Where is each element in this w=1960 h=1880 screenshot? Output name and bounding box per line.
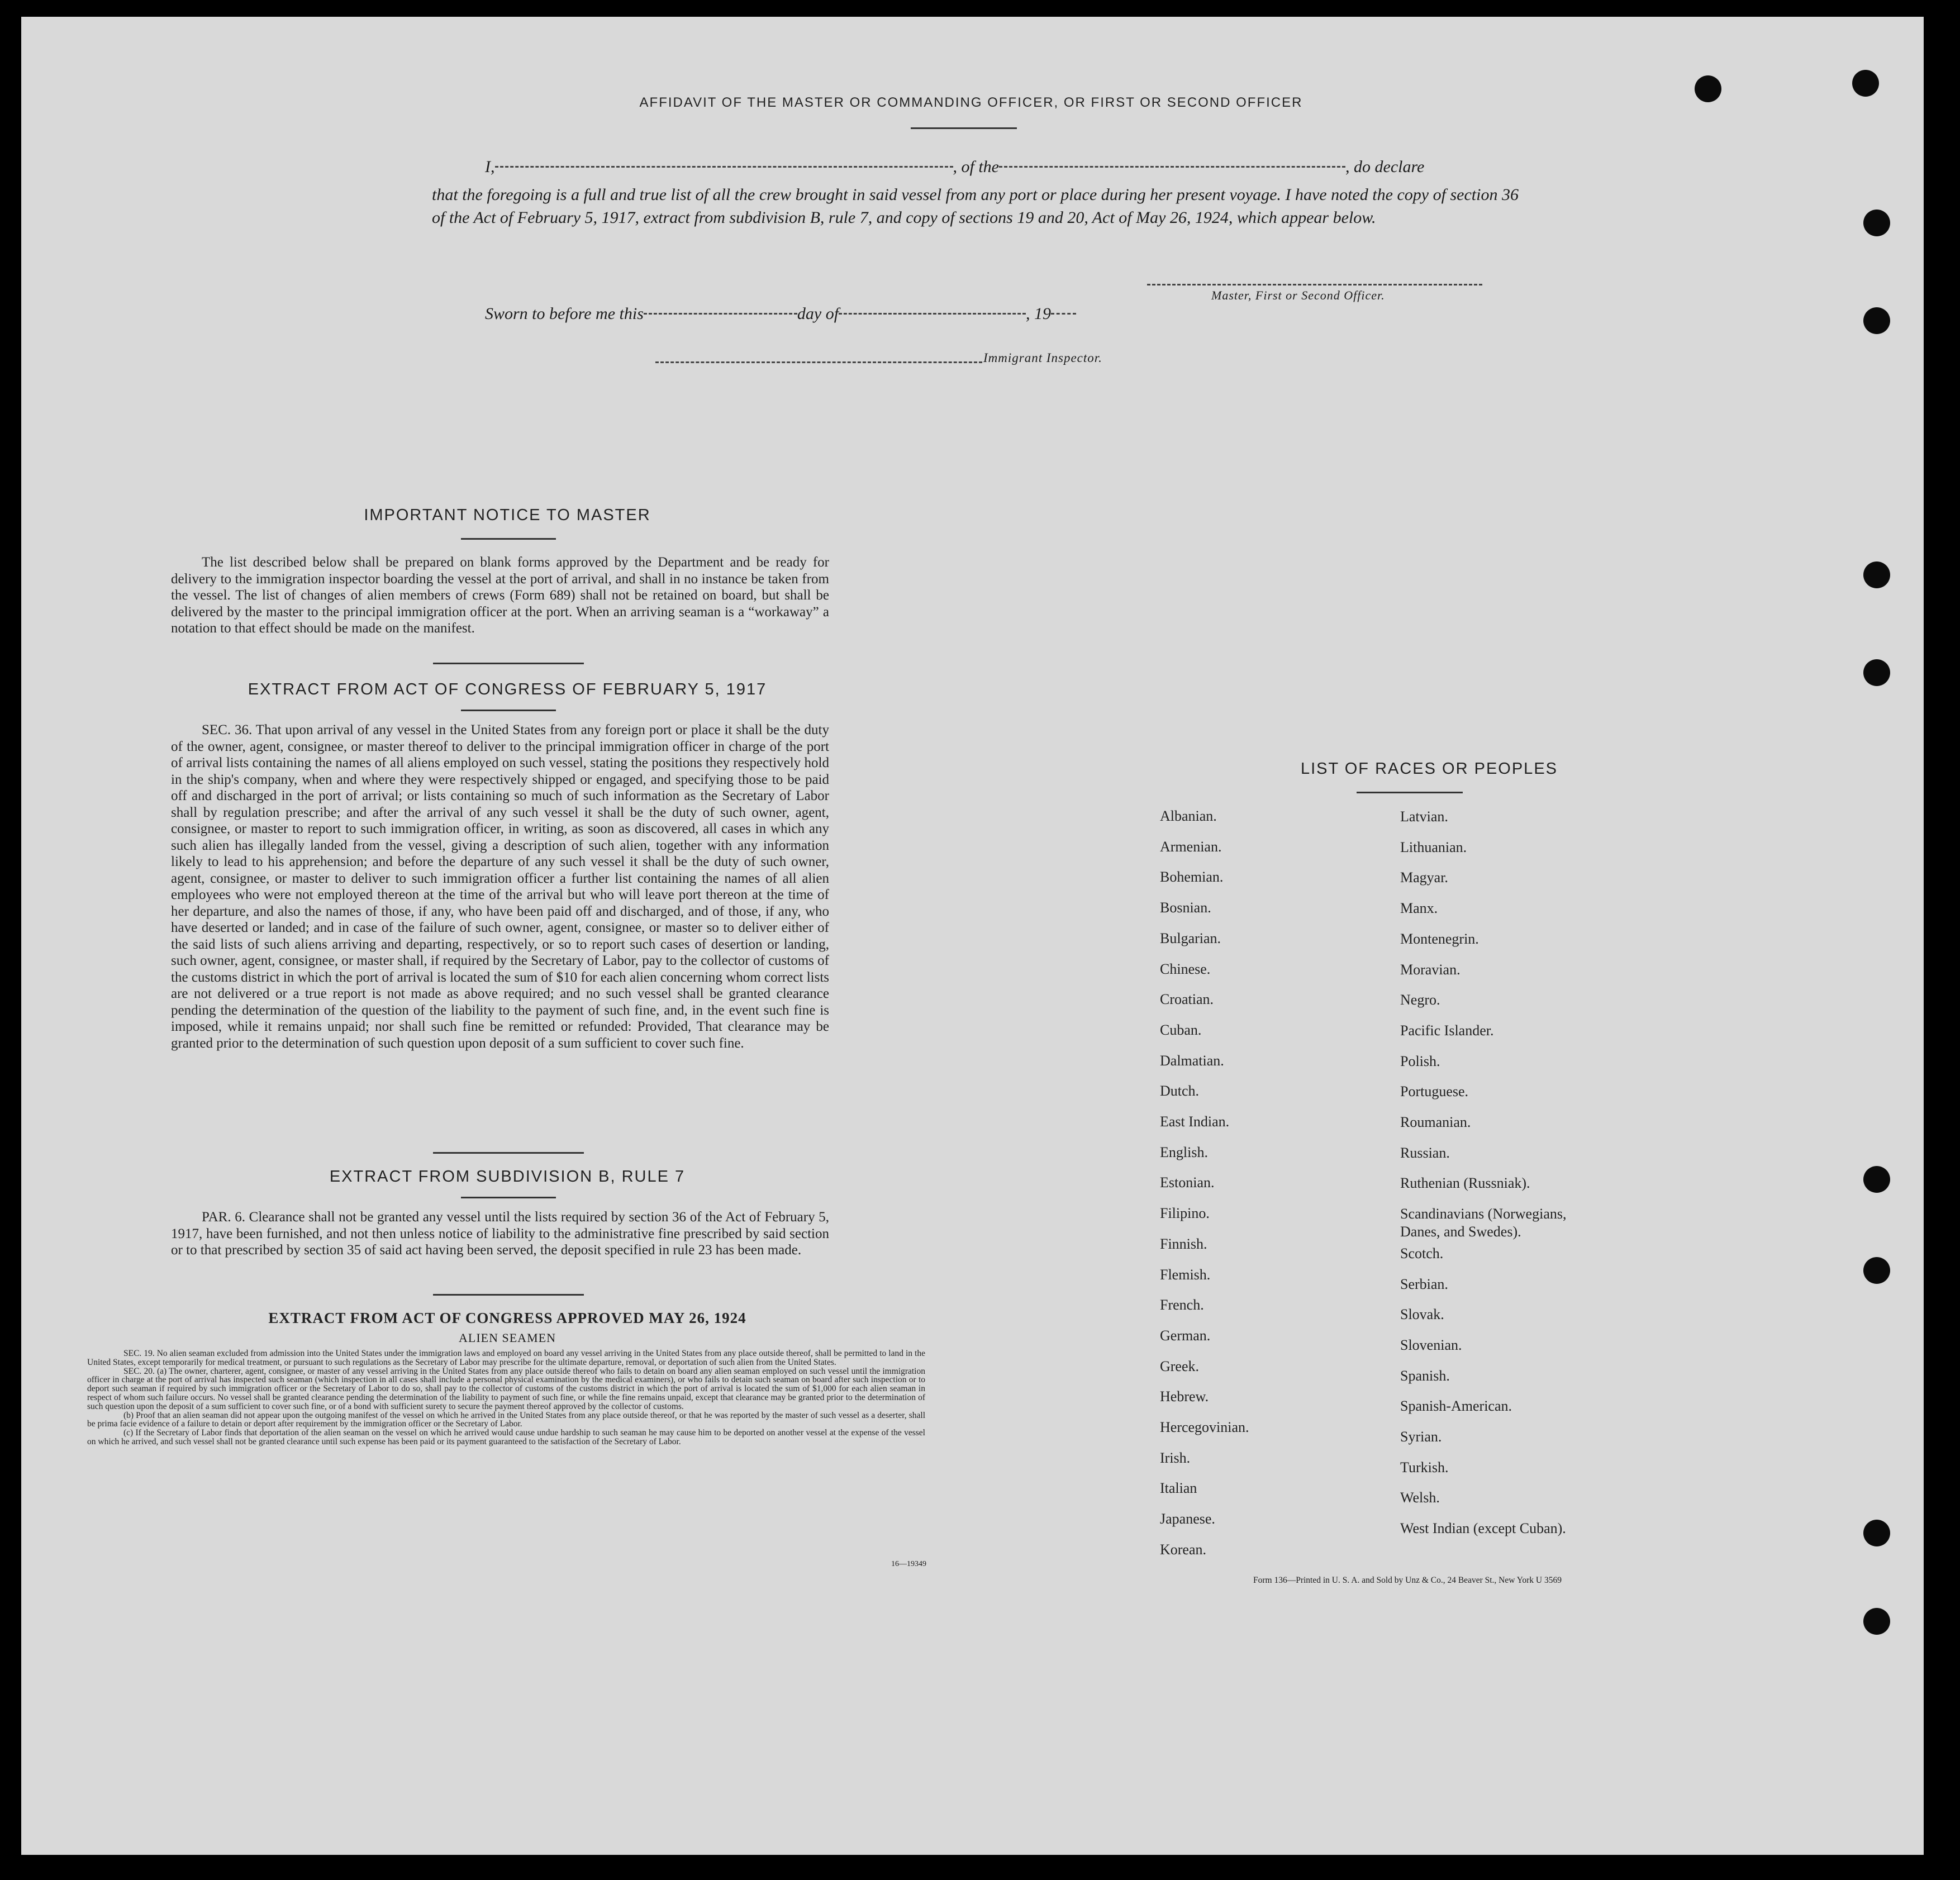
notice-title: IMPORTANT NOTICE TO MASTER [364, 506, 651, 524]
race-item: Dalmatian. [1160, 1052, 1224, 1069]
sec-19: SEC. 19. No alien seaman excluded from admission into the United States under the immigration laws and employed on board any vessel arriving in the United States from any place outside thereof, shall be permitted to land in the United States, except temporarily for medical treatment, or pursuant to such regulations as the Secretary of Labor may prescribe for the ultimate departure, removal, or deportation of such alien from the United States. [87, 1349, 925, 1367]
race-item: Polish. [1400, 1053, 1440, 1069]
race-item: Lithuanian. [1400, 839, 1467, 855]
race-item: Turkish. [1400, 1459, 1449, 1476]
race-item: Cuban. [1160, 1021, 1202, 1038]
race-item: English. [1160, 1144, 1208, 1160]
race-item: Portuguese. [1400, 1083, 1469, 1100]
divider [433, 1152, 584, 1154]
extract-1917-title: EXTRACT FROM ACT OF CONGRESS OF FEBRUARY 5, 1917 [248, 680, 767, 698]
punch-hole [1852, 70, 1879, 97]
race-item: Bulgarian. [1160, 930, 1221, 946]
race-item: Serbian. [1400, 1275, 1448, 1292]
race-item: Dutch. [1160, 1083, 1200, 1100]
divider [461, 1197, 556, 1198]
race-item: Scandinavians (Norwegians, Danes, and Swedes). [1400, 1206, 1567, 1240]
race-item: Estonian. [1160, 1174, 1215, 1191]
race-item: Syrian. [1400, 1429, 1442, 1445]
divider [911, 127, 1017, 129]
race-item: Korean. [1160, 1541, 1207, 1558]
race-item: Italian [1160, 1480, 1197, 1497]
race-item: Hercegovinian. [1160, 1419, 1249, 1435]
sec-20c: (c) If the Secretary of Labor finds that deportation of the alien seaman on the vessel on which he arrived would cause undue hardship to such seaman he may cause him to be deported on another vessel at the expense of the vessel on which he arrived, and such vessel shall not be granted clearance until such expense has been paid or its payment guaranteed to the satisfaction of the Secretary of Labor. [87, 1428, 925, 1446]
punch-hole [1863, 659, 1890, 686]
race-item: Finnish. [1160, 1235, 1207, 1252]
form-code: 16—19349 [891, 1560, 926, 1568]
divider [433, 663, 584, 664]
race-item: Russian. [1400, 1144, 1450, 1161]
divider [461, 710, 556, 711]
affidavit-declaration-line [485, 158, 1519, 177]
punch-hole [1863, 1520, 1890, 1546]
race-item: East Indian. [1160, 1113, 1230, 1130]
race-item: Latvian. [1400, 808, 1448, 825]
punch-hole [1695, 75, 1721, 102]
race-item: Greek. [1160, 1358, 1200, 1374]
sworn-year-field[interactable] [1051, 313, 1076, 315]
extract-1924-title: EXTRACT FROM ACT OF CONGRESS APPROVED MAY 26, 1924 [268, 1310, 746, 1326]
race-item: Montenegrin. [1400, 930, 1479, 947]
master-signature-label: Master, First or Second Officer. [1211, 288, 1385, 302]
form-footer: Form 136—Printed in U. S. A. and Sold by Unz & Co., 24 Beaver St., New York U 3569 [1253, 1576, 1562, 1585]
extract-rule7-body: PAR. 6. Clearance shall not be granted any vessel until the lists required by section 36 of the Act of February 5, 1917, have been furnished, and not then unless notice of liability to the administrative fine prescribed by said section or to that prescribed by section 35 of said act having been served, the deposit specified in rule 23 has been made. [171, 1210, 829, 1258]
extract-rule7-title: EXTRACT FROM SUBDIVISION B, RULE 7 [329, 1168, 686, 1186]
race-item: French. [1160, 1297, 1204, 1313]
race-item: Negro. [1400, 992, 1440, 1008]
race-item: Albanian. [1160, 808, 1217, 824]
sworn-year-label: , 19 [1026, 304, 1052, 323]
sworn-day-label: day of [797, 304, 839, 323]
affidavit-body: that the foregoing is a full and true list of all the crew brought in said vessel from any port or place during her present voyage. I have noted the copy of section 36 of the Act of February 5, 1917, extract from subdivision B, rule 7, and copy of sections 19 and 20, Act of May 26, 1924, which appear below. [432, 185, 1519, 227]
race-item: Ruthenian (Russniak). [1400, 1175, 1530, 1192]
name-field[interactable] [495, 166, 953, 168]
race-item: Roumanian. [1400, 1114, 1471, 1130]
race-item: German. [1160, 1327, 1211, 1344]
race-item: Scotch. [1400, 1245, 1444, 1262]
affidavit-title: AFFIDAVIT OF THE MASTER OR COMMANDING OFFICER, OR FIRST OR SECOND OFFICER [639, 95, 1303, 110]
race-item: Magyar. [1400, 869, 1448, 886]
race-item: Bohemian. [1160, 869, 1224, 886]
punch-hole [1863, 1608, 1890, 1635]
race-item: Hebrew. [1160, 1388, 1209, 1405]
extract-1924-subtitle: ALIEN SEAMEN [459, 1331, 556, 1345]
affidavit-do-declare: , do declare [1345, 158, 1425, 176]
affidavit-of-the: , of the [953, 158, 999, 176]
punch-hole [1863, 1257, 1890, 1284]
race-item: Filipino. [1160, 1205, 1210, 1222]
sworn-month-field[interactable] [839, 313, 1026, 315]
race-item: Japanese. [1160, 1511, 1215, 1527]
inspector-signature-line[interactable] [655, 361, 982, 363]
divider [433, 1294, 584, 1296]
race-item: Welsh. [1400, 1489, 1440, 1506]
race-item: West Indian (except Cuban). [1400, 1520, 1566, 1537]
inspector-label: Immigrant Inspector. [983, 351, 1102, 365]
race-item: Pacific Islander. [1400, 1022, 1494, 1039]
extract-1924-body [87, 1349, 925, 1446]
race-item: Croatian. [1160, 991, 1214, 1008]
document-sheet [21, 17, 1924, 1855]
race-item: Slovak. [1400, 1306, 1444, 1323]
divider [1357, 792, 1463, 793]
punch-hole [1863, 561, 1890, 588]
race-item: Spanish-American. [1400, 1398, 1512, 1415]
extract-1917-body: SEC. 36. That upon arrival of any vessel in the United States from any foreign port or place it shall be the duty of the owner, agent, consignee, or master thereof to deliver to the principal immigration officer in charge of the port of arrival lists containing the names of all aliens employed on such vessel, stating the positions they respectively hold in the ship's company, when and where they were respectively shipped or engaged, and specifying those to be paid off and discharged in the port of arrival; or lists containing so much of such information as the Secretary of Labor shall by regulation prescribe; and after the arrival of any such vessel it shall be the duty of such owner, agent, consignee, or master to report to such immigration officer, in writing, as soon as discovered, all cases in which any such alien has illegally landed from the vessel, giving a description of such alien, together with any information likely to lead to his apprehension; and before the departure of any such vessel it shall be the duty of such owner, agent, consignee, or master to deliver to such immigration officer a further list containing the names of all alien employees who were not employed thereon at the time of the arrival but who will leave port thereon at the time of her departure, and also the names of those, if any, who have been paid off and discharged, and of those, if any, who have deserted or landed; and in case of the failure of such owner, agent, consignee, or master so to deliver either of the said lists of such aliens arriving and departing, respectively, or so to report such cases of desertion or landing, such owner, agent, consignee, or master shall, if required by the Secretary of Labor, pay to the collector of customs of the customs district in which the port of arrival is located the sum of $10 for each alien concerning whom correct lists are not delivered or a true report is not made as above required; and no such vessel shall be granted clearance pending the determination of the question of the liability to the payment of such fine, and, in the event such fine is imposed, while it remains unpaid; nor shall such fine be remitted or refunded: Provided, That clearance may be granted prior to the determination of such question upon deposit of a sum sufficient to cover such fine. [171, 722, 829, 1051]
race-item: Irish. [1160, 1449, 1191, 1466]
divider [461, 538, 556, 540]
affidavit-i: I, [485, 158, 495, 176]
race-item: Flemish. [1160, 1266, 1211, 1283]
sworn-label: Sworn to before me this [485, 304, 644, 323]
race-item: Chinese. [1160, 960, 1211, 977]
sec-20b: (b) Proof that an alien seaman did not appear upon the outgoing manifest of the vessel on which he arrived in the United States from any place outside thereof, or that he was reported by the master of such vessel as a deserter, shall be prima facie evidence of a failure to detain or deport after requirement by the immigration officer or the Secretary of Labor. [87, 1410, 925, 1429]
sworn-line [485, 304, 1211, 323]
vessel-field[interactable] [999, 166, 1345, 168]
sworn-date-field[interactable] [644, 313, 797, 315]
race-item: Slovenian. [1400, 1336, 1462, 1353]
race-item: Manx. [1400, 900, 1438, 917]
punch-hole [1863, 210, 1890, 236]
race-item: Moravian. [1400, 961, 1461, 978]
sec-20a: SEC. 20. (a) The owner, charterer, agent, consignee, or master of any vessel arriving in the United States from any place outside thereof who fails to detain on board any alien seaman employed on such vessel until the immigration officer in charge at the port of arrival has inspected such seaman (which inspection in all cases shall include a personal physical examination by the medical examiners), or who fails to detain such seaman on board after such inspection or to deport such seaman if required by such immigration officer or the Secretary of Labor to do so, shall pay to the collector of customs of the customs district in which the port of arrival is located the sum of $1,000 for each alien seaman in respect of whom such failure occurs. No vessel shall be granted clearance pending the determination of the liability to payment of such fine, or while the fine remains unpaid, except that clearance may be granted prior to the determination of such question upon the deposit of a sum sufficient to cover such fine, or of a bond with sufficient surety to secure the payment thereof approved by the collector of customs. [87, 1366, 925, 1411]
master-signature-line[interactable] [1147, 284, 1482, 285]
races-title: LIST OF RACES OR PEOPLES [1300, 760, 1558, 778]
race-item: Spanish. [1400, 1367, 1450, 1384]
race-item: Armenian. [1160, 838, 1222, 855]
notice-body: The list described below shall be prepared on blank forms approved by the Department and be ready for delivery to the immigration inspector boarding the vessel at the port of arrival, and shall in no instance be taken from the vessel. The list of changes of alien members of crews (Form 689) shall not be retained on board, but shall be delivered by the master to the principal immigration officer at the port. When an arriving seaman is a “workaway” a notation to that effect should be made on the manifest. [171, 555, 829, 636]
race-item: Bosnian. [1160, 899, 1211, 916]
punch-hole [1863, 307, 1890, 334]
punch-hole [1863, 1166, 1890, 1193]
